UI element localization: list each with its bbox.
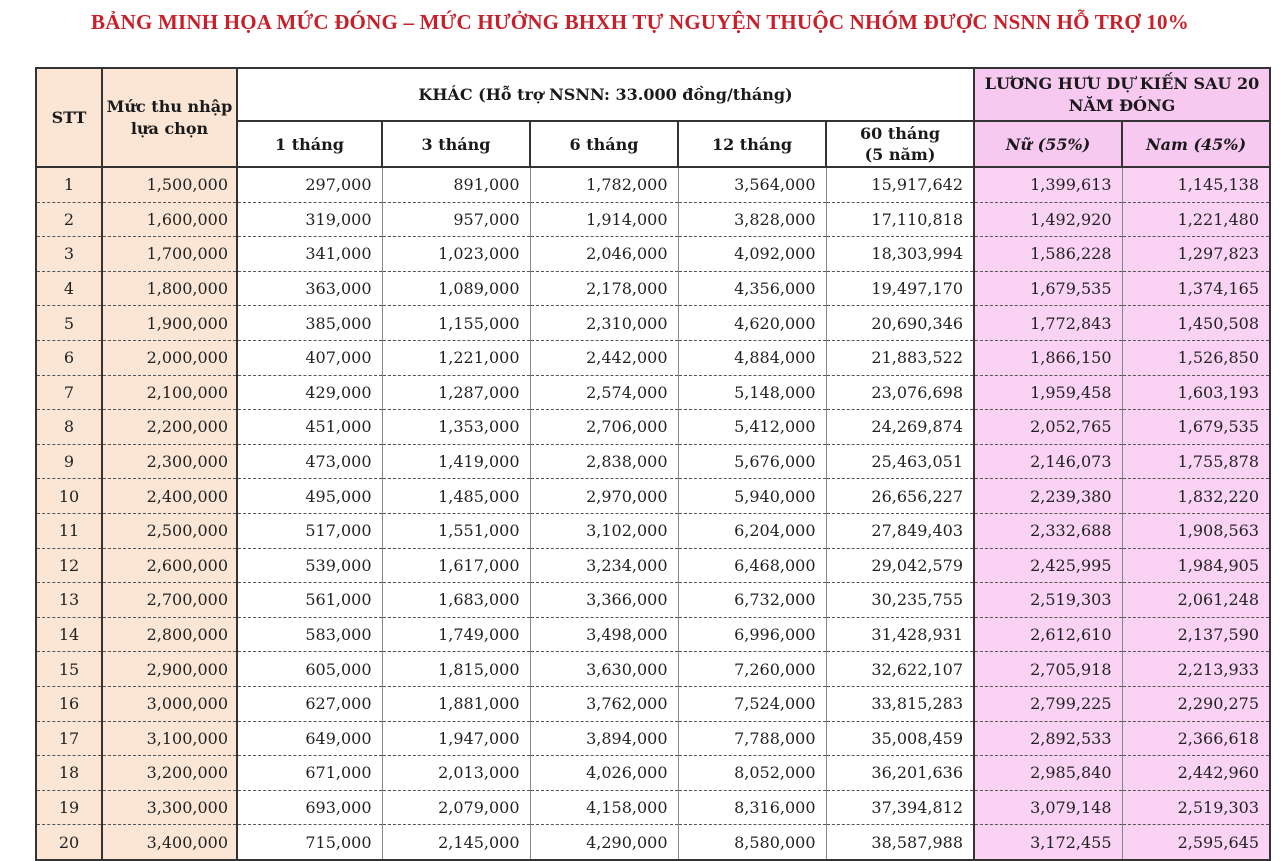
cell-female: 2,985,840	[974, 756, 1122, 791]
header-12-months: 12 tháng	[678, 121, 826, 167]
cell-60-months: 19,497,170	[826, 271, 974, 306]
table-row	[36, 721, 1270, 756]
cell-60-months: 33,815,283	[826, 686, 974, 721]
cell-3-months: 1,023,000	[382, 237, 530, 272]
contribution-table	[35, 67, 1271, 861]
header-male: Nam (45%)	[1122, 121, 1270, 167]
cell-12-months: 7,524,000	[678, 686, 826, 721]
cell-3-months: 1,485,000	[382, 479, 530, 514]
cell-female: 3,172,455	[974, 825, 1122, 860]
header-60-months	[826, 121, 974, 167]
cell-12-months: 5,412,000	[678, 410, 826, 445]
cell-60-months: 23,076,698	[826, 375, 974, 410]
cell-6-months: 4,290,000	[530, 825, 678, 860]
table-row	[36, 617, 1270, 652]
cell-12-months: 5,676,000	[678, 444, 826, 479]
cell-6-months: 1,914,000	[530, 202, 678, 237]
cell-stt: 10	[36, 479, 102, 514]
cell-6-months: 2,574,000	[530, 375, 678, 410]
cell-male: 2,519,303	[1122, 790, 1270, 825]
cell-1-month: 385,000	[237, 306, 382, 341]
header-3-months: 3 tháng	[382, 121, 530, 167]
cell-stt: 15	[36, 652, 102, 687]
cell-1-month: 539,000	[237, 548, 382, 583]
cell-1-month: 715,000	[237, 825, 382, 860]
table-row	[36, 652, 1270, 687]
cell-6-months: 2,310,000	[530, 306, 678, 341]
cell-income: 2,700,000	[102, 583, 237, 618]
cell-12-months: 4,884,000	[678, 340, 826, 375]
table-row	[36, 340, 1270, 375]
cell-income: 1,800,000	[102, 271, 237, 306]
header-stt: STT	[36, 68, 102, 167]
cell-1-month: 319,000	[237, 202, 382, 237]
table-row	[36, 444, 1270, 479]
cell-60-months: 38,587,988	[826, 825, 974, 860]
table-row	[36, 548, 1270, 583]
cell-6-months: 3,102,000	[530, 513, 678, 548]
cell-1-month: 627,000	[237, 686, 382, 721]
cell-stt: 4	[36, 271, 102, 306]
cell-female: 2,052,765	[974, 410, 1122, 445]
table-row	[36, 410, 1270, 445]
cell-3-months: 1,617,000	[382, 548, 530, 583]
cell-income: 2,500,000	[102, 513, 237, 548]
cell-12-months: 3,564,000	[678, 167, 826, 202]
cell-stt: 3	[36, 237, 102, 272]
cell-6-months: 3,630,000	[530, 652, 678, 687]
cell-stt: 13	[36, 583, 102, 618]
cell-female: 2,332,688	[974, 513, 1122, 548]
cell-stt: 8	[36, 410, 102, 445]
cell-3-months: 2,079,000	[382, 790, 530, 825]
cell-stt: 14	[36, 617, 102, 652]
header-female: Nữ (55%)	[974, 121, 1122, 167]
cell-3-months: 2,013,000	[382, 756, 530, 791]
cell-1-month: 583,000	[237, 617, 382, 652]
cell-3-months: 1,815,000	[382, 652, 530, 687]
cell-1-month: 341,000	[237, 237, 382, 272]
cell-female: 1,586,228	[974, 237, 1122, 272]
header-group: KHÁC (Hỗ trợ NSNN: 33.000 đồng/tháng)	[237, 68, 974, 121]
cell-12-months: 4,356,000	[678, 271, 826, 306]
cell-stt: 7	[36, 375, 102, 410]
cell-12-months: 4,092,000	[678, 237, 826, 272]
cell-income: 2,000,000	[102, 340, 237, 375]
cell-60-months: 35,008,459	[826, 721, 974, 756]
cell-1-month: 473,000	[237, 444, 382, 479]
cell-6-months: 3,498,000	[530, 617, 678, 652]
header-1-month: 1 tháng	[237, 121, 382, 167]
cell-male: 1,297,823	[1122, 237, 1270, 272]
cell-female: 2,612,610	[974, 617, 1122, 652]
cell-male: 1,526,850	[1122, 340, 1270, 375]
cell-income: 3,300,000	[102, 790, 237, 825]
cell-6-months: 3,234,000	[530, 548, 678, 583]
cell-stt: 20	[36, 825, 102, 860]
cell-income: 2,900,000	[102, 652, 237, 687]
cell-male: 2,442,960	[1122, 756, 1270, 791]
cell-income: 3,400,000	[102, 825, 237, 860]
cell-3-months: 1,683,000	[382, 583, 530, 618]
table-row	[36, 479, 1270, 514]
cell-income: 1,500,000	[102, 167, 237, 202]
cell-12-months: 8,580,000	[678, 825, 826, 860]
cell-male: 1,832,220	[1122, 479, 1270, 514]
cell-male: 1,755,878	[1122, 444, 1270, 479]
cell-income: 3,200,000	[102, 756, 237, 791]
cell-male: 1,450,508	[1122, 306, 1270, 341]
cell-6-months: 4,158,000	[530, 790, 678, 825]
cell-1-month: 297,000	[237, 167, 382, 202]
cell-12-months: 4,620,000	[678, 306, 826, 341]
cell-60-months: 17,110,818	[826, 202, 974, 237]
cell-12-months: 8,052,000	[678, 756, 826, 791]
cell-stt: 12	[36, 548, 102, 583]
cell-male: 2,137,590	[1122, 617, 1270, 652]
cell-12-months: 7,260,000	[678, 652, 826, 687]
cell-60-months: 21,883,522	[826, 340, 974, 375]
cell-3-months: 1,749,000	[382, 617, 530, 652]
table-row	[36, 686, 1270, 721]
cell-6-months: 4,026,000	[530, 756, 678, 791]
cell-60-months: 29,042,579	[826, 548, 974, 583]
cell-male: 2,290,275	[1122, 686, 1270, 721]
cell-3-months: 1,221,000	[382, 340, 530, 375]
cell-3-months: 1,419,000	[382, 444, 530, 479]
cell-income: 2,800,000	[102, 617, 237, 652]
cell-60-months: 26,656,227	[826, 479, 974, 514]
cell-1-month: 605,000	[237, 652, 382, 687]
cell-3-months: 1,287,000	[382, 375, 530, 410]
cell-stt: 5	[36, 306, 102, 341]
table-row	[36, 756, 1270, 791]
cell-60-months: 36,201,636	[826, 756, 974, 791]
cell-12-months: 6,996,000	[678, 617, 826, 652]
cell-12-months: 7,788,000	[678, 721, 826, 756]
cell-60-months: 30,235,755	[826, 583, 974, 618]
cell-60-months: 18,303,994	[826, 237, 974, 272]
cell-male: 1,221,480	[1122, 202, 1270, 237]
cell-female: 1,399,613	[974, 167, 1122, 202]
cell-12-months: 5,940,000	[678, 479, 826, 514]
cell-60-months: 25,463,051	[826, 444, 974, 479]
cell-1-month: 451,000	[237, 410, 382, 445]
cell-income: 1,700,000	[102, 237, 237, 272]
cell-income: 2,600,000	[102, 548, 237, 583]
cell-6-months: 1,782,000	[530, 167, 678, 202]
cell-3-months: 891,000	[382, 167, 530, 202]
header-income: Mức thu nhập lựa chọn	[102, 68, 237, 167]
cell-stt: 18	[36, 756, 102, 791]
cell-male: 2,595,645	[1122, 825, 1270, 860]
cell-6-months: 3,762,000	[530, 686, 678, 721]
cell-female: 2,519,303	[974, 583, 1122, 618]
cell-female: 3,079,148	[974, 790, 1122, 825]
cell-6-months: 2,970,000	[530, 479, 678, 514]
cell-12-months: 6,468,000	[678, 548, 826, 583]
header-pension: LƯƠNG HƯU DỰ KIẾN SAU 20 NĂM ĐÓNG	[974, 68, 1270, 121]
cell-male: 2,213,933	[1122, 652, 1270, 687]
cell-male: 1,984,905	[1122, 548, 1270, 583]
cell-female: 1,772,843	[974, 306, 1122, 341]
cell-3-months: 1,947,000	[382, 721, 530, 756]
cell-6-months: 2,178,000	[530, 271, 678, 306]
cell-female: 1,959,458	[974, 375, 1122, 410]
cell-12-months: 8,316,000	[678, 790, 826, 825]
cell-male: 1,603,193	[1122, 375, 1270, 410]
table-row	[36, 583, 1270, 618]
cell-3-months: 1,881,000	[382, 686, 530, 721]
table-row	[36, 202, 1270, 237]
cell-stt: 6	[36, 340, 102, 375]
cell-60-months: 15,917,642	[826, 167, 974, 202]
cell-6-months: 3,366,000	[530, 583, 678, 618]
page-title: BẢNG MINH HỌA MỨC ĐÓNG – MỨC HƯỞNG BHXH TỰ NGUYỆN THUỘC NHÓM ĐƯỢC NSNN HỖ TRỢ 10%	[91, 10, 1189, 34]
cell-12-months: 6,204,000	[678, 513, 826, 548]
cell-female: 1,866,150	[974, 340, 1122, 375]
cell-1-month: 363,000	[237, 271, 382, 306]
cell-12-months: 6,732,000	[678, 583, 826, 618]
table-row	[36, 271, 1270, 306]
cell-1-month: 517,000	[237, 513, 382, 548]
cell-female: 1,679,535	[974, 271, 1122, 306]
cell-male: 1,679,535	[1122, 410, 1270, 445]
cell-1-month: 561,000	[237, 583, 382, 618]
cell-stt: 17	[36, 721, 102, 756]
header-6-months: 6 tháng	[530, 121, 678, 167]
cell-12-months: 3,828,000	[678, 202, 826, 237]
cell-male: 1,374,165	[1122, 271, 1270, 306]
cell-income: 2,100,000	[102, 375, 237, 410]
cell-6-months: 2,442,000	[530, 340, 678, 375]
cell-60-months: 20,690,346	[826, 306, 974, 341]
cell-60-months: 32,622,107	[826, 652, 974, 687]
table-row	[36, 513, 1270, 548]
cell-3-months: 957,000	[382, 202, 530, 237]
cell-male: 1,145,138	[1122, 167, 1270, 202]
cell-female: 2,799,225	[974, 686, 1122, 721]
table-row	[36, 825, 1270, 860]
cell-1-month: 649,000	[237, 721, 382, 756]
table-row	[36, 306, 1270, 341]
cell-female: 2,425,995	[974, 548, 1122, 583]
cell-male: 2,366,618	[1122, 721, 1270, 756]
cell-12-months: 5,148,000	[678, 375, 826, 410]
cell-stt: 16	[36, 686, 102, 721]
cell-female: 2,146,073	[974, 444, 1122, 479]
header-60-months-line2: (5 năm)	[864, 145, 936, 164]
cell-6-months: 2,838,000	[530, 444, 678, 479]
cell-male: 2,061,248	[1122, 583, 1270, 618]
cell-6-months: 2,706,000	[530, 410, 678, 445]
cell-income: 3,100,000	[102, 721, 237, 756]
table-row	[36, 167, 1270, 202]
cell-3-months: 1,353,000	[382, 410, 530, 445]
cell-3-months: 1,551,000	[382, 513, 530, 548]
cell-1-month: 429,000	[237, 375, 382, 410]
cell-3-months: 1,155,000	[382, 306, 530, 341]
cell-stt: 9	[36, 444, 102, 479]
cell-3-months: 2,145,000	[382, 825, 530, 860]
cell-1-month: 671,000	[237, 756, 382, 791]
cell-income: 3,000,000	[102, 686, 237, 721]
cell-6-months: 3,894,000	[530, 721, 678, 756]
cell-income: 2,200,000	[102, 410, 237, 445]
cell-3-months: 1,089,000	[382, 271, 530, 306]
cell-stt: 2	[36, 202, 102, 237]
table-body	[36, 167, 1270, 860]
table-row	[36, 790, 1270, 825]
cell-60-months: 37,394,812	[826, 790, 974, 825]
cell-6-months: 2,046,000	[530, 237, 678, 272]
cell-1-month: 495,000	[237, 479, 382, 514]
cell-60-months: 24,269,874	[826, 410, 974, 445]
cell-60-months: 31,428,931	[826, 617, 974, 652]
cell-income: 1,600,000	[102, 202, 237, 237]
table-row	[36, 375, 1270, 410]
cell-male: 1,908,563	[1122, 513, 1270, 548]
cell-female: 2,705,918	[974, 652, 1122, 687]
cell-female: 2,892,533	[974, 721, 1122, 756]
header-60-months-line1: 60 tháng	[859, 124, 941, 143]
table-row	[36, 237, 1270, 272]
cell-female: 2,239,380	[974, 479, 1122, 514]
cell-stt: 19	[36, 790, 102, 825]
cell-income: 1,900,000	[102, 306, 237, 341]
cell-income: 2,300,000	[102, 444, 237, 479]
cell-1-month: 407,000	[237, 340, 382, 375]
cell-60-months: 27,849,403	[826, 513, 974, 548]
cell-income: 2,400,000	[102, 479, 237, 514]
cell-stt: 1	[36, 167, 102, 202]
cell-female: 1,492,920	[974, 202, 1122, 237]
cell-1-month: 693,000	[237, 790, 382, 825]
cell-stt: 11	[36, 513, 102, 548]
